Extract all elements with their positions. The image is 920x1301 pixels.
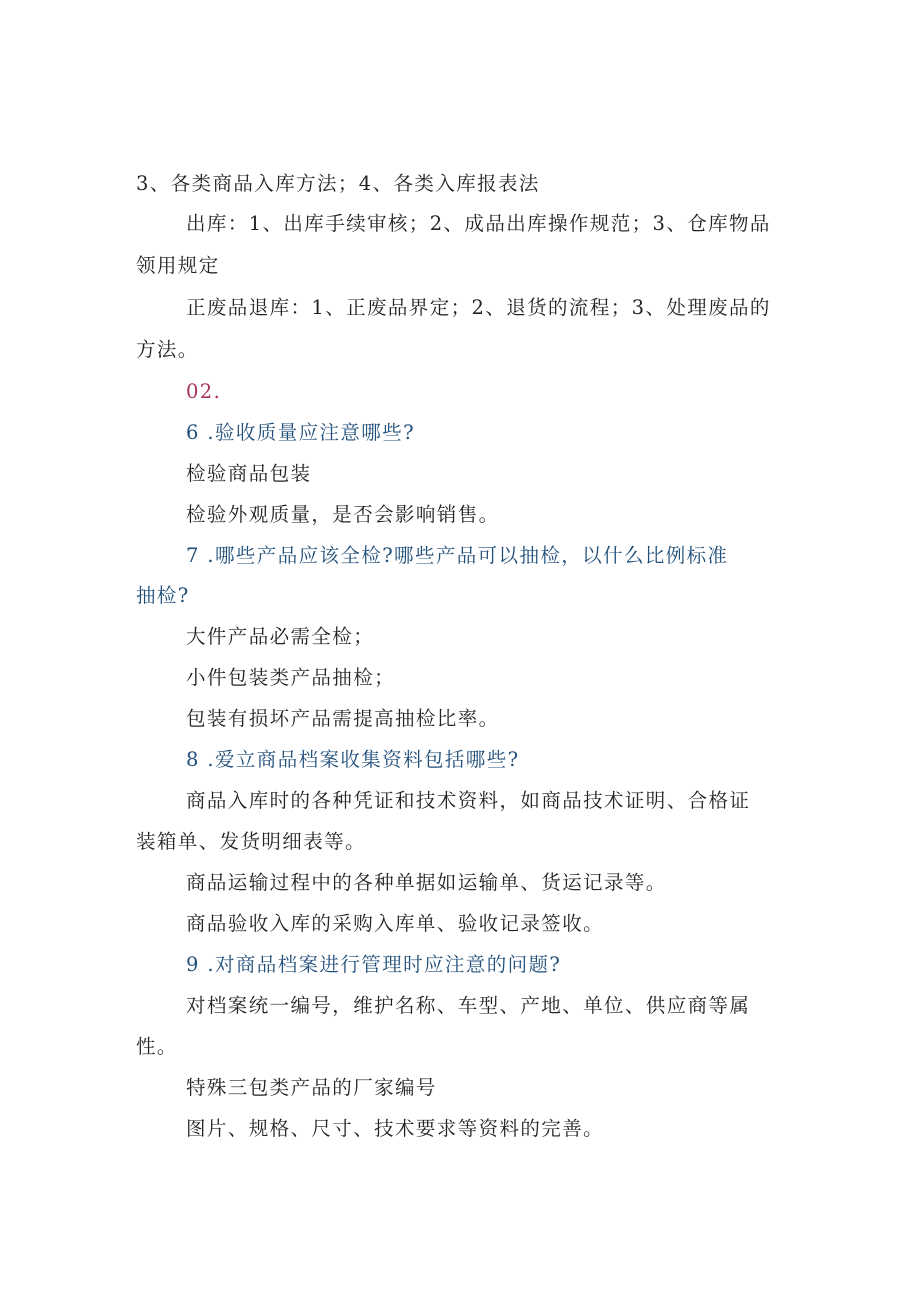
question-6: 6 .验收质量应注意哪些? bbox=[186, 421, 415, 444]
answer-8-line-1: 商品入库时的各种凭证和技术资料，如商品技术证明、合格证 bbox=[186, 789, 751, 812]
question-8: 8 .爱立商品档案收集资料包括哪些? bbox=[186, 748, 520, 771]
answer-9-line-1: 对档案统一编号，维护名称、车型、产地、单位、供应商等属 bbox=[186, 994, 751, 1017]
answer-7-line-1: 大件产品必需全检； bbox=[186, 625, 375, 648]
question-9: 9 .对商品档案进行管理时应注意的问题? bbox=[186, 953, 562, 976]
answer-9-line-2: 性。 bbox=[136, 1035, 178, 1058]
answer-8-line-2: 装箱单、发货明细表等。 bbox=[136, 830, 366, 853]
body-line-4: 正废品退库：1、正废品界定；2、退货的流程；3、处理废品的 bbox=[186, 296, 771, 319]
question-7-line-2: 抽检? bbox=[136, 584, 190, 607]
answer-9-line-4: 图片、规格、尺寸、技术要求等资料的完善。 bbox=[186, 1117, 605, 1140]
section-number: 02. bbox=[186, 380, 222, 403]
question-7-line-1: 7 .哪些产品应该全检?哪些产品可以抽检，以什么比例标准 bbox=[186, 544, 729, 567]
body-line-2: 出库：1、出库手续审核；2、成品出库操作规范；3、仓库物品 bbox=[186, 212, 771, 235]
body-line-5: 方法。 bbox=[136, 338, 199, 361]
answer-7-line-2: 小件包装类产品抽检； bbox=[186, 666, 396, 689]
body-line-3: 领用规定 bbox=[136, 254, 220, 277]
body-line-1: 3、各类商品入库方法；4、各类入库报表法 bbox=[136, 172, 540, 195]
answer-6-line-2: 检验外观质量，是否会影响销售。 bbox=[186, 503, 500, 526]
answer-6-line-1: 检验商品包装 bbox=[186, 462, 312, 485]
answer-9-line-3: 特殊三包类产品的厂家编号 bbox=[186, 1076, 437, 1099]
answer-8-line-3: 商品运输过程中的各种单据如运输单、货运记录等。 bbox=[186, 871, 667, 894]
answer-7-line-3: 包装有损坏产品需提高抽检比率。 bbox=[186, 707, 500, 730]
answer-8-line-4: 商品验收入库的采购入库单、验收记录签收。 bbox=[186, 912, 605, 935]
